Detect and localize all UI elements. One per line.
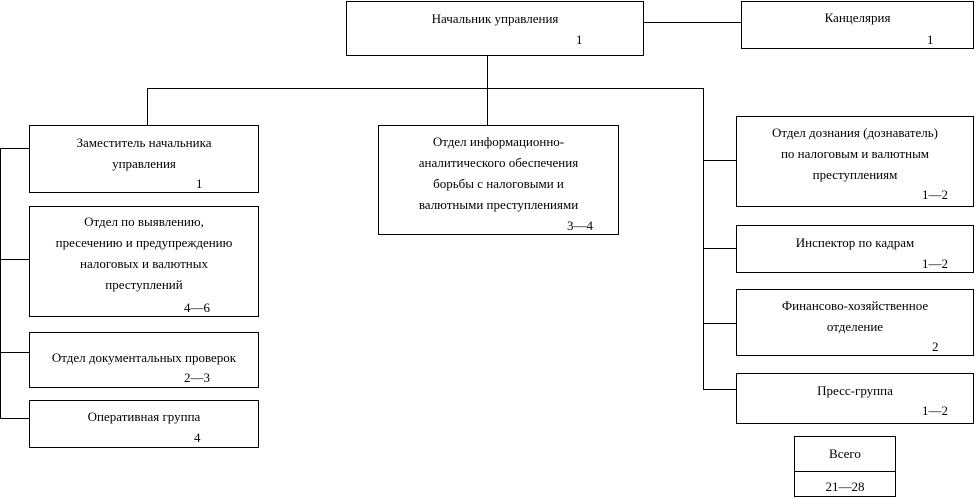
total-box xyxy=(794,436,896,497)
inquiry-dept-count: 1—2 xyxy=(922,187,948,202)
finance-dept-title: Финансово-хозяйственное отделение xyxy=(781,298,929,334)
head-box xyxy=(346,1,644,56)
deputy-count: 1 xyxy=(196,176,203,191)
chancellery-box xyxy=(741,1,974,49)
deputy-box xyxy=(29,125,259,193)
total-divider xyxy=(795,471,895,472)
hr-inspector-title: Инспектор по кадрам xyxy=(795,235,915,250)
inquiry-dept-title: Отдел дознания (дознаватель) по налоговым и валютным преступлениям xyxy=(771,125,939,182)
total-count: 21—28 xyxy=(825,479,865,494)
deputy-title: Заместитель начальника управления xyxy=(76,135,212,171)
hr-inspector-count: 1—2 xyxy=(922,256,948,271)
info-dept-box xyxy=(378,125,619,235)
press-group-box xyxy=(736,373,974,424)
audit-dept-count: 2—3 xyxy=(184,370,210,385)
hr-inspector-box xyxy=(736,225,974,273)
detection-dept-count: 4—6 xyxy=(184,300,210,315)
info-dept-count: 3—4 xyxy=(567,218,593,233)
press-group-title: Пресс-группа xyxy=(817,383,893,398)
audit-dept-title: Отдел документальных проверок xyxy=(51,350,237,365)
head-count: 1 xyxy=(576,32,583,47)
chancellery-count: 1 xyxy=(927,32,934,47)
head-title: Начальник управления xyxy=(431,11,559,26)
info-dept-title: Отдел информационно- аналитического обеспечения борьбы с налоговыми и валютными преступлениями xyxy=(418,134,579,212)
total-title: Всего xyxy=(829,446,861,461)
chancellery-title: Канцелярия xyxy=(824,10,891,25)
operative-group-count: 4 xyxy=(194,430,201,445)
finance-dept-box xyxy=(736,289,974,356)
detection-dept-box xyxy=(29,206,259,317)
operative-group-box xyxy=(29,400,259,448)
detection-dept-title: Отдел по выявлению, пресечению и предупреждению налоговых и валютных преступлений xyxy=(55,214,233,292)
inquiry-dept-box xyxy=(736,116,974,207)
operative-group-title: Оперативная группа xyxy=(87,409,201,424)
finance-dept-count: 2 xyxy=(932,339,939,354)
press-group-count: 1—2 xyxy=(922,403,948,418)
audit-dept-box xyxy=(29,332,259,388)
